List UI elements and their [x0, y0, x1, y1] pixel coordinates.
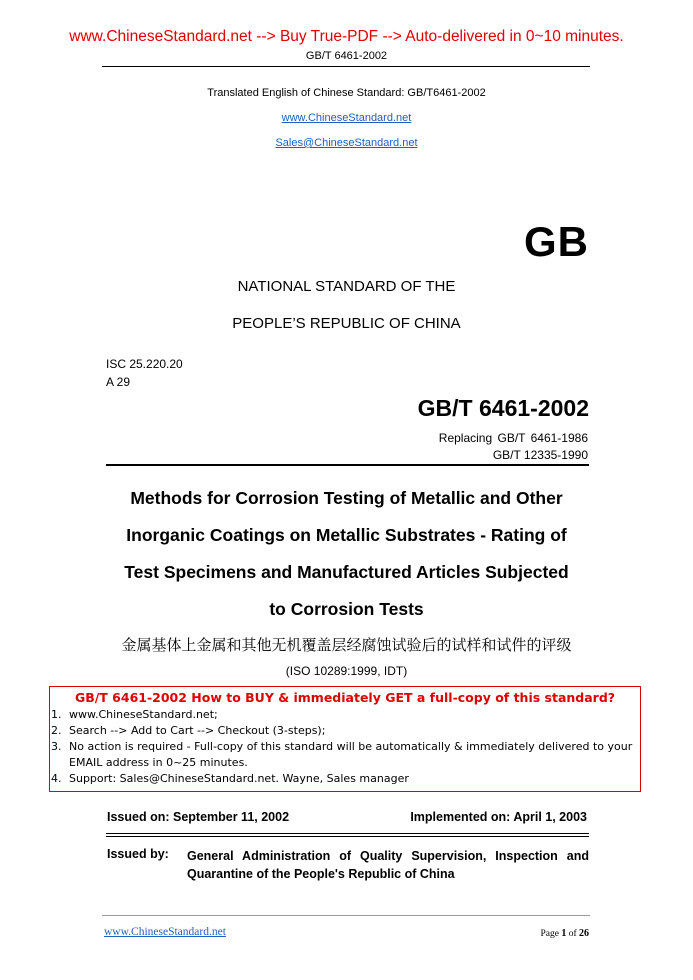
of-word: of — [568, 929, 577, 939]
national-standard-line-2: PEOPLE’S REPUBLIC OF CHINA — [232, 315, 461, 332]
page-total: 26 — [579, 928, 589, 939]
translated-line: Translated English of Chinese Standard: GB/T6461-2002 — [207, 87, 486, 99]
site-link[interactable]: www.ChineseStandard.net — [281, 112, 412, 124]
header-divider — [102, 66, 590, 67]
step-number: 1. — [51, 708, 62, 721]
footer-divider — [102, 915, 590, 916]
standard-code: GB/T 6461-2002 — [417, 395, 589, 421]
step-text: No action is required - Full-copy of this standard will be automatically & immediately delivered to your EMAIL address in 0~25 minutes. — [69, 740, 633, 769]
buy-step — [50, 707, 640, 723]
step-number: 2. — [51, 724, 62, 737]
issued-on-date: Issued on: September 11, 2002 — [107, 810, 290, 824]
title-line: to Corrosion Tests — [269, 599, 424, 619]
buy-steps-list — [50, 707, 640, 787]
iso-reference: (ISO 10289:1999, IDT) — [285, 664, 408, 678]
buy-heading: GB/T 6461-2002 How to BUY & immediately GET a full-copy of this standard? — [74, 690, 616, 705]
implemented-on-date: Implemented on: April 1, 2003 — [410, 810, 587, 824]
footer-site-link[interactable]: www.ChineseStandard.net — [104, 926, 226, 938]
step-number: 4. — [51, 772, 62, 785]
title-line: Test Specimens and Manufactured Articles Subjected — [124, 562, 569, 582]
issued-by-label: Issued by: — [107, 847, 169, 861]
buy-step — [50, 723, 640, 739]
gb-mark: GB — [524, 218, 589, 265]
buy-step — [50, 771, 640, 787]
promo-banner[interactable]: www.ChineseStandard.net --> Buy True-PDF --> Auto-delivered in 0~10 minutes. — [69, 28, 624, 45]
buy-step — [50, 739, 640, 771]
step-text[interactable]: Support: Sales@ChineseStandard.net. Wayne, Sales manager — [69, 772, 409, 785]
page-word: Page — [540, 929, 559, 939]
step-text[interactable]: www.ChineseStandard.net; — [69, 708, 218, 721]
ics-code: ISC 25.220.20 — [106, 357, 183, 371]
ccs-code: A 29 — [106, 375, 131, 389]
chinese-title: 金属基体上金属和其他无机覆盖层经腐蚀试验后的试样和试件的评级 — [121, 637, 572, 654]
step-text: Search --> Add to Cart --> Checkout (3-steps); — [69, 724, 326, 737]
issued-divider — [106, 833, 589, 837]
page-current: 1 — [561, 928, 567, 939]
national-standard-line-1: NATIONAL STANDARD OF THE — [237, 278, 456, 295]
replacing-line-1: Replacing GB/T 6461-1986 — [438, 431, 588, 445]
step-number: 3. — [51, 740, 62, 753]
issued-by-authority: General Administration of Quality Supervision, Inspection and Quarantine of the People's Republic of China — [187, 849, 589, 881]
replacing-line-2: GB/T 12335-1990 — [492, 448, 588, 462]
title-line: Methods for Corrosion Testing of Metallic and Other — [130, 488, 563, 508]
page-number — [540, 928, 589, 939]
title-divider — [106, 464, 589, 466]
document-title — [80, 480, 613, 628]
sales-email-link[interactable]: Sales@ChineseStandard.net — [275, 137, 418, 149]
title-line: Inorganic Coatings on Metallic Substrates - Rating of — [126, 525, 567, 545]
buy-instructions-box — [49, 686, 641, 792]
header-standard-code: GB/T 6461-2002 — [305, 50, 388, 62]
